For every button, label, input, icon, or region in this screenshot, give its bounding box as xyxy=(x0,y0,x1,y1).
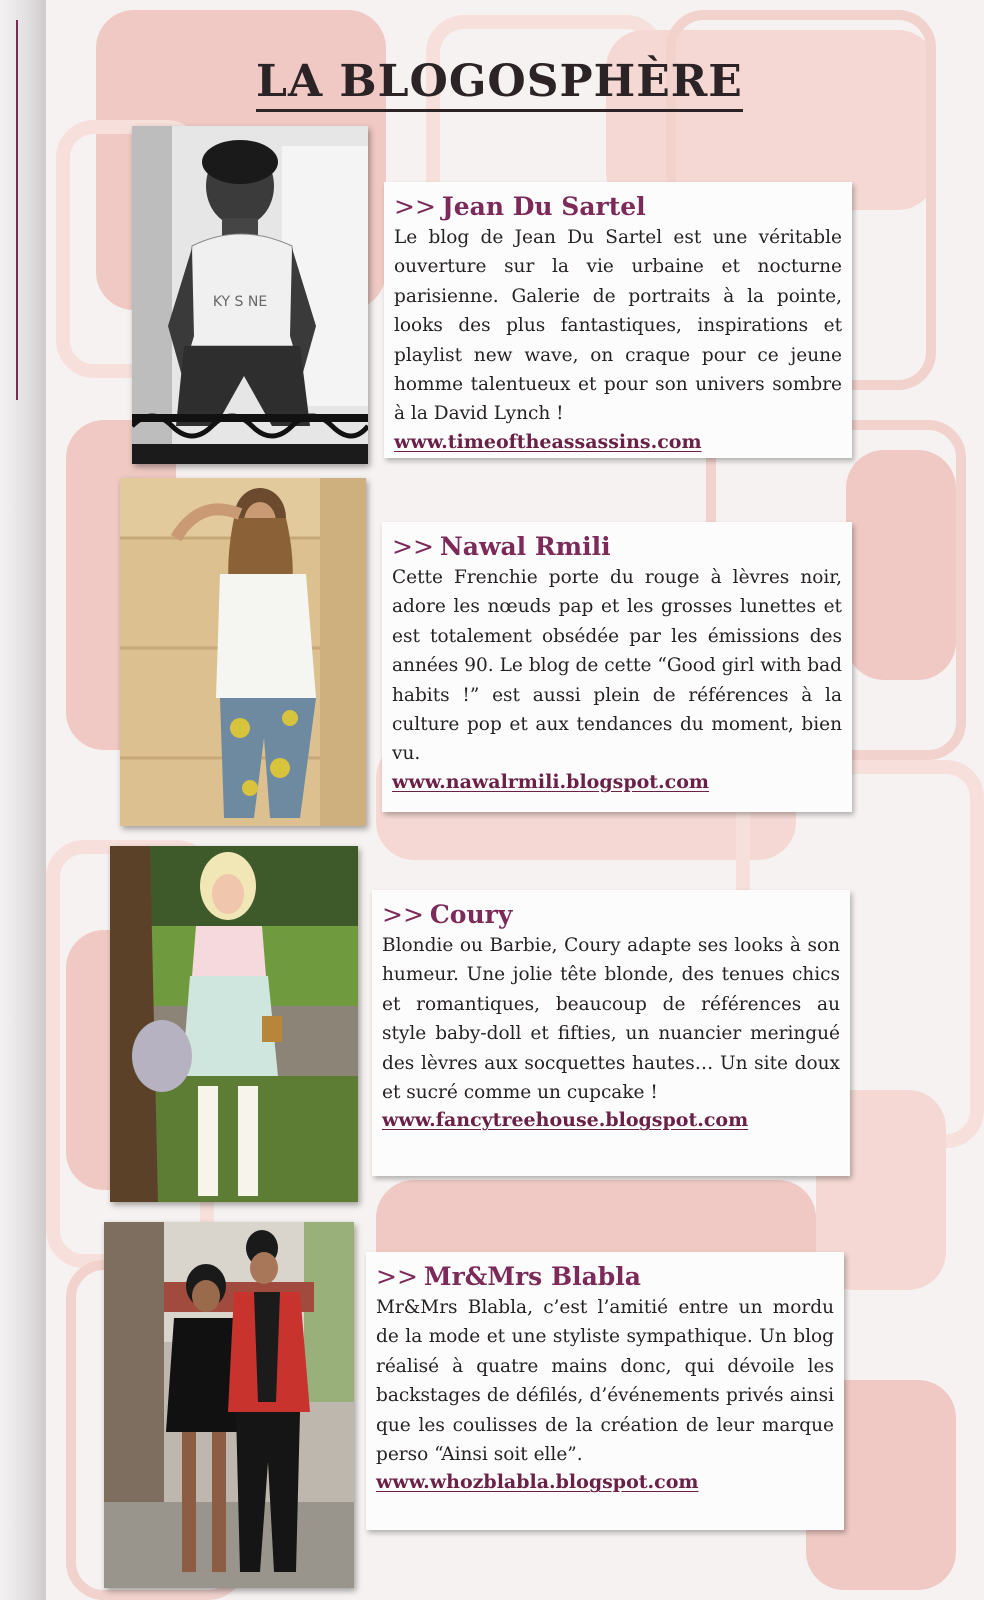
blog-card-nawal-rmili xyxy=(382,522,852,812)
background-pattern-block xyxy=(846,450,956,680)
blog-url-link[interactable]: www.fancytreehouse.blogspot.com xyxy=(382,1109,749,1132)
blogger-name: Jean Du Sartel xyxy=(441,192,646,221)
blog-url-link[interactable]: www.whozblabla.blogspot.com xyxy=(376,1471,699,1494)
page-title: LA BLOGOSPHÈRE xyxy=(256,56,743,112)
blog-description: Cette Frenchie porte du rouge à lèvres noir, adore les nœuds pap et les grosses lunettes et est totalement obsédée par les émissions des années 90. Le blog de cette “Good girl with bad habits !” est aussi plein de références à la culture pop et aux tendances du moment, bien vu. xyxy=(392,567,842,765)
blog-url-link[interactable]: www.timeoftheassassins.com xyxy=(394,430,702,453)
left-page-edge xyxy=(0,0,47,1600)
blog-name xyxy=(394,192,842,221)
portrait-illustration xyxy=(104,1222,354,1588)
arrow-marker: >> xyxy=(392,532,434,561)
blog-card-coury xyxy=(372,890,850,1176)
blog-name xyxy=(392,532,842,561)
blogger-name: Mr&Mrs Blabla xyxy=(423,1262,641,1291)
blog-description: Blondie ou Barbie, Coury adapte ses looks à son humeur. Une jolie tête blonde, des tenues chics et romantiques, beaucoup de références au style baby-doll et fifties, un nuancier meringué des lèvres aux socquettes hautes… Un site doux et sucré comme un cupcake ! xyxy=(382,935,840,1104)
blog-name xyxy=(376,1262,834,1291)
blogger-name: Coury xyxy=(429,900,513,929)
blog-description: Le blog de Jean Du Sartel est une véritable ouverture sur la vie urbaine et nocturne parisienne. Galerie de portraits à la pointe, looks des plus fantastiques, inspirations et playlist new wave, on craque pour ce jeune homme talentueux et pour son univers sombre à la David Lynch ! xyxy=(394,227,842,425)
arrow-marker: >> xyxy=(382,900,424,929)
portrait-illustration xyxy=(120,478,366,826)
blog-description: Mr&Mrs Blabla, c’est l’amitié entre un mordu de la mode et une styliste sympathique. Un blog réalisé à quatre mains donc, qui dévoile les backstages de défilés, d’événements privés ainsi que les coulisses de la création de leur marque perso “Ainsi soit elle”. xyxy=(376,1297,834,1466)
portrait-illustration xyxy=(110,846,358,1202)
blog-name xyxy=(382,900,840,929)
photo-nawal-rmili xyxy=(120,478,366,826)
tshirt-print: KY S NE xyxy=(212,294,268,310)
blog-url-link[interactable]: www.nawalrmili.blogspot.com xyxy=(392,770,710,793)
photo-mr-mrs-blabla xyxy=(104,1222,354,1588)
arrow-marker: >> xyxy=(376,1262,418,1291)
page-margin-rule xyxy=(16,20,18,400)
magazine-page xyxy=(46,0,984,1600)
portrait-illustration xyxy=(132,126,368,464)
blogger-name: Nawal Rmili xyxy=(439,532,611,561)
photo-coury xyxy=(110,846,358,1202)
blog-card-mr-mrs-blabla xyxy=(366,1252,844,1530)
photo-jean-du-sartel xyxy=(132,126,368,464)
arrow-marker: >> xyxy=(394,192,436,221)
blog-card-jean-du-sartel xyxy=(384,182,852,458)
